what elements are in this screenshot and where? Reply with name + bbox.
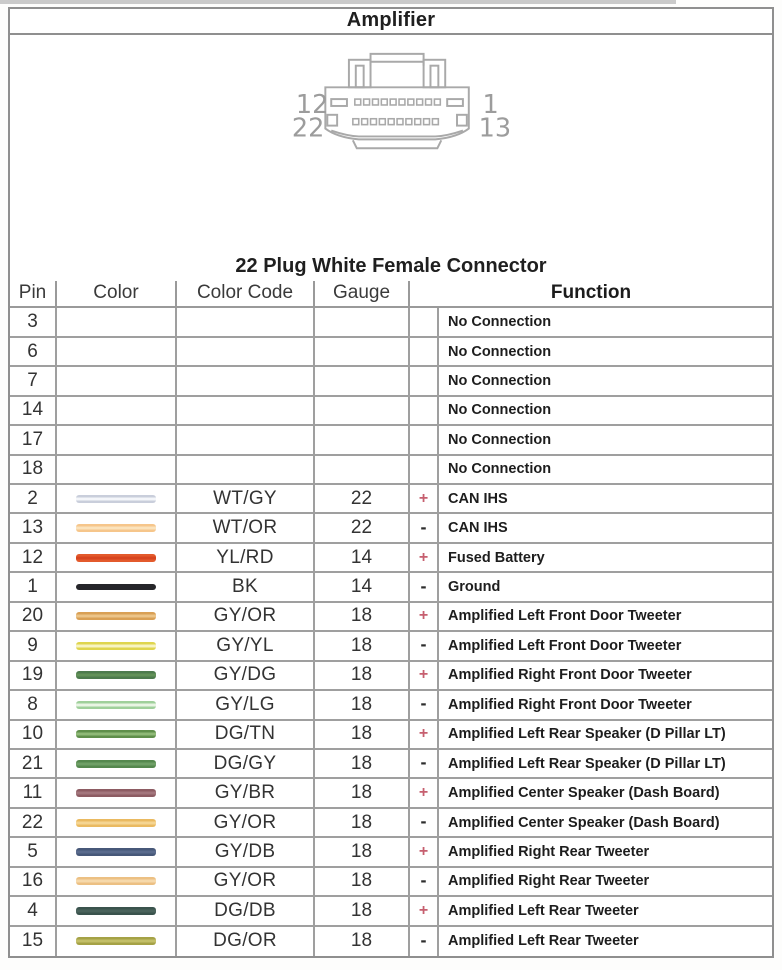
- wire-color-swatch: [76, 524, 156, 532]
- table-row: [10, 397, 772, 426]
- polarity-cell: [410, 868, 439, 895]
- polarity-sign: +: [418, 489, 429, 507]
- function-cell: [439, 544, 772, 571]
- function-text: Amplified Left Front Door Tweeter: [448, 637, 682, 654]
- color-cell: [57, 868, 177, 895]
- gauge-cell: [315, 927, 410, 956]
- wire-color-swatch: [76, 730, 156, 738]
- color-code-cell: [177, 662, 315, 689]
- polarity-cell: [410, 544, 439, 571]
- polarity-sign: +: [418, 784, 429, 802]
- function-cell: [439, 691, 772, 718]
- color-cell: [57, 779, 177, 806]
- color-code: DG/OR: [213, 930, 277, 952]
- table-row: [10, 632, 772, 661]
- color-code: GY/OR: [213, 811, 277, 833]
- gauge-cell: [315, 897, 410, 924]
- polarity-cell: [410, 485, 439, 512]
- pin-number: 20: [21, 605, 44, 627]
- pin-cell: [10, 514, 57, 541]
- gauge-cell: [315, 632, 410, 659]
- polarity-cell: [410, 721, 439, 748]
- pin-cell: [10, 426, 57, 453]
- color-cell: [57, 750, 177, 777]
- pin-label-top-right: 1: [482, 89, 499, 120]
- gauge-cell: [315, 573, 410, 600]
- gauge-cell: [315, 397, 410, 424]
- wire-color-swatch: [76, 907, 156, 915]
- function-text: No Connection: [448, 402, 552, 419]
- pin-number: 1: [27, 576, 38, 598]
- pin-cell: [10, 338, 57, 365]
- table-row: [10, 367, 772, 396]
- pin-number: 10: [21, 723, 44, 745]
- gauge-value: 18: [350, 811, 373, 833]
- gauge-cell: [315, 691, 410, 718]
- function-text: Amplified Right Rear Tweeter: [448, 843, 650, 860]
- pin-cell: [10, 809, 57, 836]
- gauge-value: 18: [350, 664, 373, 686]
- wire-color-swatch: [76, 495, 156, 503]
- color-code-cell: [177, 721, 315, 748]
- color-code: YL/RD: [216, 546, 274, 568]
- pin-cell: [10, 750, 57, 777]
- gauge-cell: [315, 514, 410, 541]
- pin-cell: [10, 632, 57, 659]
- polarity-cell: [410, 632, 439, 659]
- polarity-cell: [410, 338, 439, 365]
- gauge-cell: [315, 838, 410, 865]
- pin-number: 22: [21, 811, 44, 833]
- function-cell: [439, 573, 772, 600]
- gauge-cell: [315, 603, 410, 630]
- color-code-cell: [177, 308, 315, 335]
- function-cell: [439, 603, 772, 630]
- function-text: Amplified Center Speaker (Dash Board): [448, 814, 720, 831]
- function-cell: [439, 868, 772, 895]
- color-cell: [57, 603, 177, 630]
- color-code: GY/LG: [215, 693, 275, 715]
- function-cell: [439, 338, 772, 365]
- header-color-code: Color Code: [177, 281, 315, 307]
- function-text: No Connection: [448, 343, 552, 360]
- function-text: Amplified Right Front Door Tweeter: [448, 667, 692, 684]
- header-pin: Pin: [10, 281, 57, 307]
- color-code: GY/BR: [214, 782, 276, 804]
- color-code: DG/TN: [214, 723, 276, 745]
- polarity-sign: +: [418, 666, 429, 684]
- polarity-cell: [410, 897, 439, 924]
- function-cell: [439, 838, 772, 865]
- polarity-cell: [410, 779, 439, 806]
- pin-number: 17: [21, 428, 44, 450]
- gauge-value: 18: [350, 634, 373, 656]
- function-cell: [439, 485, 772, 512]
- color-code: BK: [232, 576, 258, 598]
- gauge-value: 22: [350, 517, 373, 539]
- gauge-value: 18: [350, 782, 373, 804]
- wire-color-swatch: [76, 819, 156, 827]
- gauge-cell: [315, 426, 410, 453]
- function-text: No Connection: [448, 372, 552, 389]
- header-color: Color: [57, 281, 177, 307]
- pin-cell: [10, 662, 57, 689]
- function-text: Amplified Left Rear Speaker (D Pillar LT): [448, 755, 726, 772]
- pin-number: 5: [27, 840, 38, 862]
- latch-left: [349, 60, 371, 88]
- function-cell: [439, 662, 772, 689]
- wire-color-swatch: [76, 642, 156, 650]
- polarity-cell: [410, 514, 439, 541]
- color-code: GY/DG: [213, 664, 277, 686]
- connector-title: 22 Plug White Female Connector: [235, 254, 547, 277]
- gauge-cell: [315, 868, 410, 895]
- function-text: Amplified Left Front Door Tweeter: [448, 608, 682, 625]
- color-code-cell: [177, 632, 315, 659]
- color-cell: [57, 721, 177, 748]
- amplifier-header: [10, 9, 772, 35]
- color-code-cell: [177, 691, 315, 718]
- function-text: CAN IHS: [448, 490, 508, 507]
- pin-number: 11: [22, 782, 43, 804]
- wire-color-swatch: [76, 584, 156, 590]
- header-function: Function: [550, 282, 632, 304]
- pin-number: 14: [21, 399, 44, 421]
- color-cell: [57, 662, 177, 689]
- color-code-cell: [177, 456, 315, 483]
- pin-cell: [10, 927, 57, 956]
- wire-color-swatch: [76, 760, 156, 768]
- pin-cell: [10, 779, 57, 806]
- color-code-cell: [177, 838, 315, 865]
- table-row: [10, 573, 772, 602]
- polarity-cell: [410, 308, 439, 335]
- wire-color-swatch: [76, 671, 156, 679]
- function-text: Amplified Left Rear Tweeter: [448, 933, 639, 950]
- pin-number: 18: [21, 458, 44, 480]
- gauge-cell: [315, 308, 410, 335]
- function-cell: [439, 308, 772, 335]
- gauge-value: 18: [350, 723, 373, 745]
- table-row: [10, 456, 772, 485]
- pin-number: 13: [21, 517, 44, 539]
- function-cell: [439, 721, 772, 748]
- polarity-cell: [410, 426, 439, 453]
- color-code-cell: [177, 544, 315, 571]
- pin-number: 15: [21, 930, 44, 952]
- pin-cell: [10, 868, 57, 895]
- polarity-sign: -: [420, 516, 427, 537]
- table-row: [10, 897, 772, 926]
- color-code-cell: [177, 426, 315, 453]
- pin-cell: [10, 838, 57, 865]
- table-header-row: [10, 281, 772, 309]
- color-code-cell: [177, 367, 315, 394]
- function-cell: [439, 750, 772, 777]
- gauge-value: 22: [350, 487, 373, 509]
- polarity-cell: [410, 456, 439, 483]
- polarity-sign: -: [420, 634, 427, 655]
- polarity-sign: +: [418, 548, 429, 566]
- pin-cell: [10, 897, 57, 924]
- table-row: [10, 514, 772, 543]
- polarity-sign: +: [418, 901, 429, 919]
- pin-cell: [10, 397, 57, 424]
- color-cell: [57, 308, 177, 335]
- polarity-cell: [410, 397, 439, 424]
- color-cell: [57, 691, 177, 718]
- polarity-sign: -: [420, 811, 427, 832]
- gauge-cell: [315, 809, 410, 836]
- pin-number: 19: [21, 664, 44, 686]
- scan-artifact-bar: [0, 0, 676, 4]
- function-text: Amplified Right Rear Tweeter: [448, 873, 650, 890]
- color-code-cell: [177, 927, 315, 956]
- function-cell: [439, 367, 772, 394]
- color-code: DG/DB: [214, 899, 276, 921]
- color-code-cell: [177, 573, 315, 600]
- wire-color-swatch: [76, 877, 156, 885]
- table-row: [10, 338, 772, 367]
- wire-color-swatch: [76, 937, 156, 945]
- pin-number: 8: [27, 693, 38, 715]
- pin-cell: [10, 308, 57, 335]
- function-cell: [439, 779, 772, 806]
- color-code-cell: [177, 809, 315, 836]
- function-text: Amplified Left Rear Tweeter: [448, 902, 639, 919]
- polarity-sign: +: [418, 725, 429, 743]
- color-cell: [57, 927, 177, 956]
- pin-cell: [10, 721, 57, 748]
- table-row: [10, 426, 772, 455]
- gauge-value: 18: [350, 752, 373, 774]
- color-cell: [57, 456, 177, 483]
- color-code-cell: [177, 603, 315, 630]
- color-cell: [57, 426, 177, 453]
- function-text: No Connection: [448, 461, 552, 478]
- pin-number: 16: [21, 870, 44, 892]
- color-cell: [57, 397, 177, 424]
- pin-cell: [10, 456, 57, 483]
- pin-cell: [10, 573, 57, 600]
- pin-number: 3: [27, 311, 38, 333]
- gauge-value: 14: [350, 576, 373, 598]
- table-row: [10, 308, 772, 337]
- function-text: Fused Battery: [448, 549, 545, 566]
- table-row: [10, 721, 772, 750]
- gauge-value: 18: [350, 693, 373, 715]
- latch-right: [424, 60, 446, 88]
- color-cell: [57, 367, 177, 394]
- table-row: [10, 779, 772, 808]
- color-code: GY/DB: [214, 840, 276, 862]
- color-code-cell: [177, 397, 315, 424]
- color-cell: [57, 897, 177, 924]
- color-code-cell: [177, 779, 315, 806]
- gauge-cell: [315, 367, 410, 394]
- table-row: [10, 485, 772, 514]
- color-code: WT/OR: [212, 517, 278, 539]
- gauge-cell: [315, 721, 410, 748]
- function-text: No Connection: [448, 314, 552, 331]
- connector-diagram: [288, 45, 514, 163]
- function-cell: [439, 927, 772, 956]
- pin-number: 2: [27, 487, 38, 509]
- gauge-cell: [315, 338, 410, 365]
- gauge-cell: [315, 750, 410, 777]
- wiring-table-body: [10, 308, 772, 956]
- color-cell: [57, 809, 177, 836]
- color-cell: [57, 632, 177, 659]
- color-code: GY/OR: [213, 870, 277, 892]
- color-cell: [57, 514, 177, 541]
- function-text: CAN IHS: [448, 520, 508, 537]
- pin-number: 12: [21, 546, 44, 568]
- pin-number: 21: [21, 752, 44, 774]
- function-cell: [439, 456, 772, 483]
- pin-number: 7: [27, 369, 38, 391]
- wire-color-swatch: [76, 848, 156, 856]
- connector-section: [10, 35, 772, 281]
- polarity-sign: +: [418, 607, 429, 625]
- color-code-cell: [177, 514, 315, 541]
- color-cell: [57, 573, 177, 600]
- function-cell: [439, 514, 772, 541]
- polarity-cell: [410, 691, 439, 718]
- table-row: [10, 691, 772, 720]
- function-cell: [439, 809, 772, 836]
- pin-number: 9: [27, 634, 38, 656]
- header-gauge: Gauge: [315, 281, 410, 307]
- gauge-cell: [315, 662, 410, 689]
- table-row: [10, 544, 772, 573]
- pin-cell: [10, 603, 57, 630]
- gauge-value: 18: [350, 930, 373, 952]
- polarity-sign: -: [420, 929, 427, 950]
- polarity-cell: [410, 603, 439, 630]
- pin-number: 4: [27, 899, 38, 921]
- color-code-cell: [177, 897, 315, 924]
- function-cell: [439, 897, 772, 924]
- pin-cell: [10, 544, 57, 571]
- pin-cell: [10, 367, 57, 394]
- polarity-sign: -: [420, 693, 427, 714]
- function-text: Amplified Left Rear Speaker (D Pillar LT): [448, 726, 726, 743]
- color-code: GY/YL: [216, 634, 274, 656]
- table-row: [10, 868, 772, 897]
- gauge-value: 18: [350, 870, 373, 892]
- polarity-cell: [410, 750, 439, 777]
- color-code-cell: [177, 868, 315, 895]
- polarity-cell: [410, 367, 439, 394]
- color-cell: [57, 338, 177, 365]
- pin-number: 6: [27, 340, 38, 362]
- polarity-sign: +: [418, 842, 429, 860]
- polarity-sign: -: [420, 575, 427, 596]
- function-text: Ground: [448, 579, 501, 596]
- function-cell: [439, 632, 772, 659]
- gauge-cell: [315, 485, 410, 512]
- color-code-cell: [177, 485, 315, 512]
- color-code-cell: [177, 750, 315, 777]
- gauge-value: 18: [350, 605, 373, 627]
- polarity-cell: [410, 838, 439, 865]
- table-row: [10, 603, 772, 632]
- gauge-value: 14: [350, 546, 373, 568]
- polarity-sign: -: [420, 869, 427, 890]
- gauge-cell: [315, 779, 410, 806]
- gauge-cell: [315, 456, 410, 483]
- wire-color-swatch: [76, 701, 156, 709]
- page-title: Amplifier: [346, 9, 436, 32]
- connector-body: [325, 87, 468, 139]
- table-row: [10, 750, 772, 779]
- gauge-value: 18: [350, 840, 373, 862]
- gauge-cell: [315, 544, 410, 571]
- color-cell: [57, 485, 177, 512]
- color-code: GY/OR: [213, 605, 277, 627]
- function-text: No Connection: [448, 431, 552, 448]
- wire-color-swatch: [76, 789, 156, 797]
- color-code: DG/GY: [213, 752, 277, 774]
- pin-row-bottom: [353, 119, 438, 125]
- function-text: Amplified Right Front Door Tweeter: [448, 696, 692, 713]
- color-code: WT/GY: [213, 487, 277, 509]
- color-cell: [57, 544, 177, 571]
- pin-cell: [10, 485, 57, 512]
- color-cell: [57, 838, 177, 865]
- table-row: [10, 927, 772, 956]
- function-cell: [439, 426, 772, 453]
- polarity-cell: [410, 573, 439, 600]
- color-code-cell: [177, 338, 315, 365]
- table-row: [10, 809, 772, 838]
- table-row: [10, 838, 772, 867]
- polarity-cell: [410, 809, 439, 836]
- wire-color-swatch: [76, 612, 156, 620]
- wire-color-swatch: [76, 554, 156, 562]
- pin-label-bottom-left: 22: [291, 113, 325, 144]
- gauge-value: 18: [350, 899, 373, 921]
- pin-label-top-left: 12: [295, 89, 329, 120]
- function-text: Amplified Center Speaker (Dash Board): [448, 785, 720, 802]
- pin-row-top: [355, 99, 440, 105]
- pin-label-bottom-right: 13: [478, 113, 512, 144]
- function-cell: [439, 397, 772, 424]
- polarity-sign: -: [420, 752, 427, 773]
- polarity-cell: [410, 927, 439, 956]
- polarity-cell: [410, 662, 439, 689]
- pin-cell: [10, 691, 57, 718]
- table-row: [10, 662, 772, 691]
- document-frame: [8, 7, 774, 958]
